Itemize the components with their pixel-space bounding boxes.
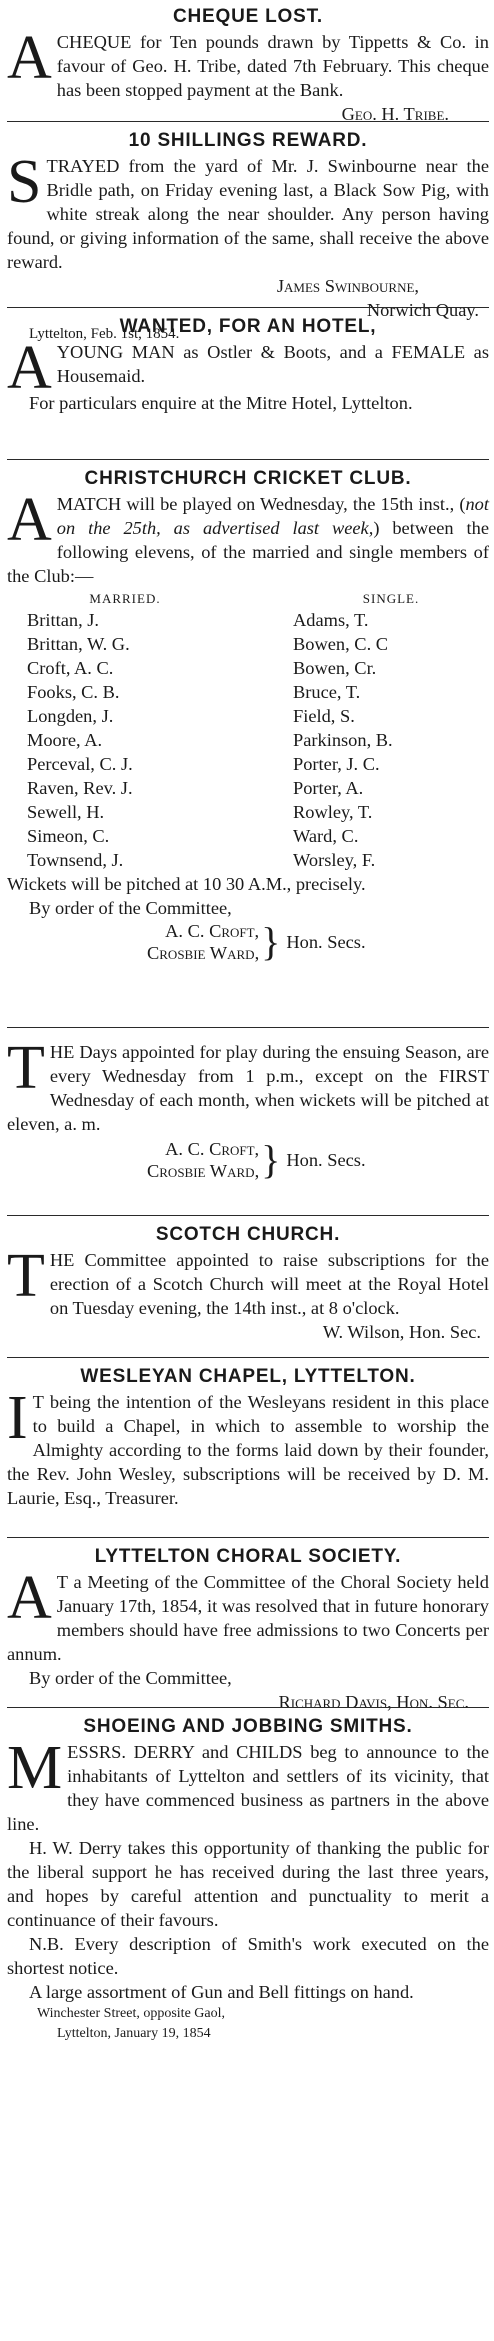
player-name: Adams, T. [293,610,369,630]
player-name: Porter, A. [293,778,364,798]
body-text: ) between the following elevens, of the married and single members of the Club:— [7,518,490,586]
divider-rule [7,307,489,308]
secretaries [147,920,489,964]
signature: Richard Davis, Hon. Sec. [278,1692,469,1712]
ad-paragraph: A large assortment of Gun and Bell fittings on hand. [29,1982,414,2002]
committee-order: By order of the Committee, [29,898,232,918]
secretaries-label: Hon. Secs. [286,932,366,952]
ad-heading: WANTED, FOR AN HOTEL, [119,316,377,337]
ad-days-of-play [7,1030,489,1218]
divider-rule [7,1707,489,1708]
player-name: Brittan, W. G. [27,634,130,654]
player-name: Rowley, T. [293,802,373,822]
drop-cap: S [7,148,42,216]
ad-wanted [7,310,489,462]
drop-cap: T [7,1034,45,1102]
signature: W. Wilson, Hon. Sec. [322,1322,481,1342]
ad-heading: CHRISTCHURCH CRICKET CLUB. [84,468,412,489]
divider-rule [7,1357,489,1358]
ad-choral-society [7,1540,489,1710]
player-name: Bowen, Cr. [293,658,377,678]
secretaries [147,1138,489,1182]
drop-cap: A [7,334,52,402]
body-text: being the intention of the Wesleyans resident in this place to build a Chapel, in which to assemble to worship the Almighty according to the forms laid down by their founder, the Rev. John Wesley, subscriptions will be received by D. M. Laurie, Esq., Treasurer. [7,1392,489,1508]
wickets-note: Wickets will be pitched at 10 30 A.M., precisely. [7,874,366,894]
lead-word: HE [49,1250,75,1270]
ad-cheque-lost [7,0,489,124]
secretaries-label: Hon. Secs. [286,1150,366,1170]
ad-heading: SCOTCH CHURCH. [155,1224,341,1245]
lead-word: ESSRS. DERRY and CHILDS [67,1742,303,1762]
signature-address: Norwich Quay. [366,300,479,320]
body-text: a Meeting of the Committee of the Choral Society held January 17th, 1854, it was resolved that in future honorary members should have free admissions to two Concerts per annum. [7,1572,489,1664]
lead-word: HE [49,1042,75,1062]
divider-rule [7,1027,489,1028]
ad-body [7,1384,489,1510]
player-name: Croft, A. C. [27,658,114,678]
drop-cap: A [7,486,52,554]
ad-heading: WESLEYAN CHAPEL, LYTTELTON. [80,1366,416,1387]
married-header: MARRIED. [89,591,161,606]
player-name: Porter, J. C. [293,754,380,774]
committee-order: By order of the Committee, [29,1668,232,1688]
address-line: Lyttelton, January 19, 1854 [57,2026,211,2041]
ad-heading: LYTTELTON CHORAL SOCIETY. [94,1546,402,1567]
secretary-name: A. C. Croft, [165,921,260,941]
address-line: Winchester Street, opposite Gaol, [37,2006,225,2021]
secretary-name: Crosbie Ward, [147,1161,260,1181]
divider-rule [7,121,489,122]
lead-word: CHEQUE [56,32,132,52]
secretary-name: A. C. Croft, [165,1139,260,1159]
body-text: for Ten pounds drawn by Tippetts & Co. in favour of Geo. H. Tribe, dated 7th February. This cheque has been stopped payment at the Bank. [56,32,489,100]
ad-scotch-church [7,1218,489,1360]
player-name: Ward, C. [293,826,359,846]
player-name: Parkinson, B. [293,730,393,750]
signature: Geo. H. Tribe. [341,104,449,124]
drop-cap: I [7,1384,28,1452]
lead-word: MATCH [56,494,122,514]
ad-extra: For particulars enquire at the Mitre Hotel, Lyttelton. [29,393,413,413]
ad-body [7,1564,489,1666]
body-text: as Ostler & Boots, and a FEMALE as Housemaid. [56,342,490,386]
ad-body [7,1734,489,1836]
brace-glyph: } [261,1137,281,1182]
drop-cap: M [7,1734,63,1802]
player-name: Bruce, T. [293,682,361,702]
secretary-name: Crosbie Ward, [147,943,260,963]
ad-body [7,148,489,274]
body-text: will be played on Wednesday, the 15th inst., ( [121,494,466,514]
player-name: Worsley, F. [293,850,376,870]
body-text: beg to announce to the inhabitants of Lyttelton and settlers of its vicinity, that they have commenced business as partners in the above line. [7,1742,489,1834]
team-lists [7,590,489,872]
body-text: Days appointed for play during the ensuing Season, are every Wednesday from 1 p.m., except on the FIRST Wednesday of each month, when wickets will be pitched at eleven, a. m. [7,1042,489,1134]
player-name: Longden, J. [27,706,114,726]
drop-cap: A [7,24,52,92]
brace-glyph: } [261,919,281,964]
divider-rule [7,459,489,460]
ad-heading: SHOEING AND JOBBING SMITHS. [83,1716,413,1737]
player-name: Sewell, H. [27,802,105,822]
ad-body [7,1242,489,1320]
lead-word: T [32,1392,44,1412]
player-name: Moore, A. [27,730,103,750]
ad-paragraph: H. W. Derry takes this opportunity of thanking the public for the liberal support he has received during the last three years, and hopes by careful attention and punctuality to merit a continuance of their favours. [7,1838,489,1930]
single-header: SINGLE. [362,591,420,606]
married-column [7,590,223,872]
ad-body [7,486,490,588]
signature: James Swinbourne, [276,276,419,296]
ad-smiths [7,1710,489,2140]
divider-rule [7,1537,489,1538]
body-text: Committee appointed to raise subscriptions for the erection of a Scotch Church will meet at the Royal Hotel on Tuesday evening, the 14th inst., at 8 o'clock. [49,1250,489,1318]
single-column [223,590,489,872]
divider-rule [7,1215,489,1216]
ad-paragraph: N.B. Every description of Smith's work executed on the shortest notice. [7,1934,489,1978]
ad-wesleyan-chapel [7,1360,489,1540]
body-text: from the yard of Mr. J. Swinbourne near the Bridle path, on Friday evening last, a Black Sow Pig, with white streak along the near shoulder. Any person having found, or giving information of the same, shall receive the above reward. [7,156,489,272]
drop-cap: T [7,1242,45,1310]
ad-heading: CHEQUE LOST. [172,6,323,27]
player-name: Raven, Rev. J. [27,778,133,798]
player-name: Simeon, C. [27,826,110,846]
lead-word: YOUNG MAN [56,342,175,362]
italic-note: not on the 25th, as advertised last week, [56,494,489,538]
player-name: Brittan, J. [27,610,100,630]
dateline: Lyttelton, Feb. 1st, 1854. [29,326,180,342]
player-name: Fooks, C. B. [27,682,120,702]
player-name: Field, S. [293,706,355,726]
ad-cricket-club [7,462,489,1030]
ad-body [7,1034,489,1136]
player-name: Townsend, J. [27,850,124,870]
player-name: Perceval, C. J. [27,754,133,774]
drop-cap: A [7,1564,52,1632]
player-name: Bowen, C. C [293,634,389,654]
ad-heading: 10 SHILLINGS REWARD. [128,130,368,151]
lead-word: T [56,1572,68,1592]
lead-word: TRAYED [46,156,120,176]
ad-body [7,24,489,102]
